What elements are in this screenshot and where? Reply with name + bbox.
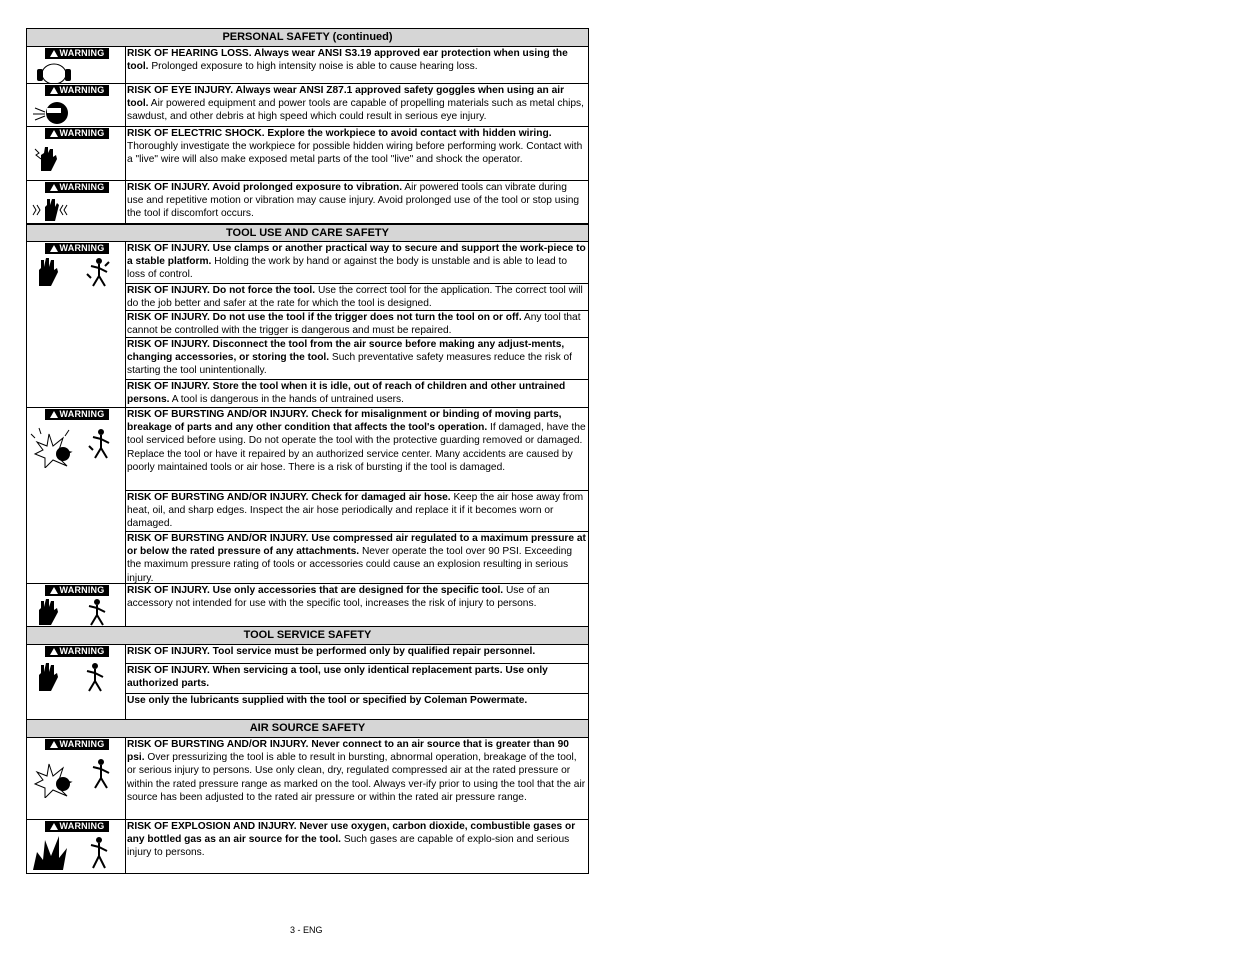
page-number: 3 - ENG — [290, 925, 323, 935]
warning-row-replacement-parts: RISK OF INJURY. When servicing a tool, use only identical replacement parts. Use only authorized parts. — [126, 664, 588, 694]
hand-and-injury-figure-icon — [35, 661, 119, 693]
warning-row-store: RISK OF INJURY. Store the tool when it is idle, out of reach of children and other untrained persons. A tool is dangerous in the hands of untrained users. — [126, 380, 588, 408]
section-header-tool-use: TOOL USE AND CARE SAFETY — [27, 224, 588, 242]
icon-cell — [27, 645, 126, 720]
warning-badge: WARNING — [45, 182, 109, 193]
warning-row-explosion: RISK OF EXPLOSION AND INJURY. Never use oxygen, carbon dioxide, combustible gases or any bottled gas as an air source for the tool. Such gases are capable of explo-sion and serious injury to persons. — [127, 821, 576, 859]
warning-badge: WARNING — [45, 128, 109, 139]
warning-row-clamps: RISK OF INJURY. Use clamps or another practical way to secure and support the work-piece to a stable platform. Holding the work by hand or against the body is unstable and is able to lead to loss of control. — [126, 242, 588, 284]
warning-triangle-icon — [50, 411, 58, 418]
section-header-personal-safety: PERSONAL SAFETY (continued) — [27, 29, 588, 47]
eye-injury-icon — [31, 98, 71, 126]
bursting-and-injury-figure-icon — [29, 424, 121, 468]
icon-cell — [27, 181, 126, 224]
warning-triangle-icon — [50, 50, 58, 57]
warning-badge: WARNING — [45, 646, 109, 657]
bursting-and-injury-figure-icon — [29, 754, 121, 798]
warning-triangle-icon — [50, 87, 58, 94]
icon-cell — [27, 84, 126, 127]
icon-cell — [27, 47, 126, 84]
icon-cell — [27, 242, 126, 408]
warning-badge: WARNING — [45, 739, 109, 750]
warning-badge: WARNING — [45, 85, 109, 96]
icon-cell — [27, 738, 126, 820]
icon-cell — [27, 127, 126, 181]
warning-row-regulated-air: RISK OF BURSTING AND/OR INJURY. Use compressed air regulated to a maximum pressure at or below the rated pressure of any attachments. Never operate the tool over 90 PSI. Exceeding the maximum pressure rating of tools or accessories could cause an explosion resulting in serious injury. — [126, 532, 588, 584]
warning-triangle-icon — [50, 741, 58, 748]
warning-row-misalignment: RISK OF BURSTING AND/OR INJURY. Check for misalignment or binding of moving parts, breakage of parts and any other condition that affects the tool's operation. If damaged, have the tool serviced before using. Do not operate the tool with the protective guarding removed or damaged. Replace the tool or have it repaired by an authorized service center. Many accidents are caused by poorly maintained tools or air hose. There is a risk of bursting if the tool is damaged. — [126, 408, 588, 491]
warning-row-force: RISK OF INJURY. Do not force the tool. Use the correct tool for the application. The correct tool will do the job better and safer at the rate for which the tool is designed. — [126, 284, 588, 311]
safety-table — [26, 28, 589, 874]
vibration-hand-icon — [31, 197, 69, 223]
icon-cell — [27, 820, 126, 873]
warning-row-service: RISK OF INJURY. Tool service must be performed only by qualified repair personnel. — [126, 645, 588, 664]
warning-row-trigger: RISK OF INJURY. Do not use the tool if the trigger does not turn the tool on or off. Any tool that cannot be controlled with the trigger is dangerous and must be repaired. — [126, 311, 588, 338]
ear-protection-icon — [33, 60, 75, 84]
warning-triangle-icon — [50, 823, 58, 830]
section-header-air-source: AIR SOURCE SAFETY — [27, 720, 588, 738]
warning-row-air-source-pressure: RISK OF BURSTING AND/OR INJURY. Never connect to an air source that is greater than 90 psi. Over pressurizing the tool is able to result in bursting, abnormal operation, breakage of the tool, or serious injury to persons. Use only clean, dry, regulated compressed air at the rated pressure or within the rated pressure range as marked on the tool. Always ver-ify prior to using the tool that the air source has been adjusted to the rated air pressure or within the rated air pressure range. — [126, 738, 588, 820]
warning-badge: WARNING — [45, 409, 109, 420]
warning-triangle-icon — [50, 587, 58, 594]
warning-triangle-icon — [50, 130, 58, 137]
warning-row-electric-shock: RISK OF ELECTRIC SHOCK. Explore the workpiece to avoid contact with hidden wiring. Thoroughly investigate the workpiece for possible hidden wiring before performing work. Contact with a "live" wire will also make exposed metal parts of the tool "live" and shock the operator. — [126, 127, 588, 181]
icon-cell — [27, 584, 126, 627]
hand-and-injury-figure-icon — [35, 598, 119, 626]
warning-triangle-icon — [50, 184, 58, 191]
warning-row-air-hose: RISK OF BURSTING AND/OR INJURY. Check for damaged air hose. Keep the air hose away from heat, oil, and sharp edges. Inspect the air hose periodically and replace it if it becomes worn or damaged. — [126, 491, 588, 532]
warning-triangle-icon — [50, 245, 58, 252]
warning-triangle-icon — [50, 648, 58, 655]
warning-row-eye: RISK OF EYE INJURY. Always wear ANSI Z87.1 approved safety goggles when using an air tool. Air powered equipment and power tools are capable of propelling materials such as metal chips, sawdust, and other debris at high speed which could result in serious eye injury. — [126, 84, 588, 127]
warning-row-accessories: RISK OF INJURY. Use only accessories that are designed for the specific tool. Use of an accessory not intended for use with the specific tool, increases the risk of injury to persons. — [126, 584, 588, 627]
hand-and-injury-figure-icon — [35, 256, 119, 292]
explosion-and-injury-figure-icon — [31, 834, 119, 872]
warning-badge: WARNING — [45, 821, 109, 832]
warning-row-hearing: RISK OF HEARING LOSS. Always wear ANSI S3.19 approved ear protection when using the tool. Prolonged exposure to high intensity noise is able to cause hearing loss. — [126, 47, 588, 84]
warning-badge: WARNING — [45, 243, 109, 254]
warning-row-lubricants: Use only the lubricants supplied with the tool or specified by Coleman Powermate. — [126, 694, 588, 720]
icon-cell — [27, 408, 126, 584]
warning-badge: WARNING — [45, 48, 109, 59]
warning-badge: WARNING — [45, 585, 109, 596]
section-header-tool-service: TOOL SERVICE SAFETY — [27, 627, 588, 645]
warning-row-vibration: RISK OF INJURY. Avoid prolonged exposure to vibration. Air powered tools can vibrate during use and repetitive motion or vibration may cause injury. Avoid prolonged use of the tool or stop using the tool if discomfort occurs. — [126, 181, 588, 224]
warning-row-disconnect: RISK OF INJURY. Disconnect the tool from the air source before making any adjust-ments, changing accessories, or storing the tool. Such preventative safety measures reduce the risk of starting the tool unintentionally. — [126, 338, 588, 380]
electric-shock-hand-icon — [33, 143, 59, 173]
